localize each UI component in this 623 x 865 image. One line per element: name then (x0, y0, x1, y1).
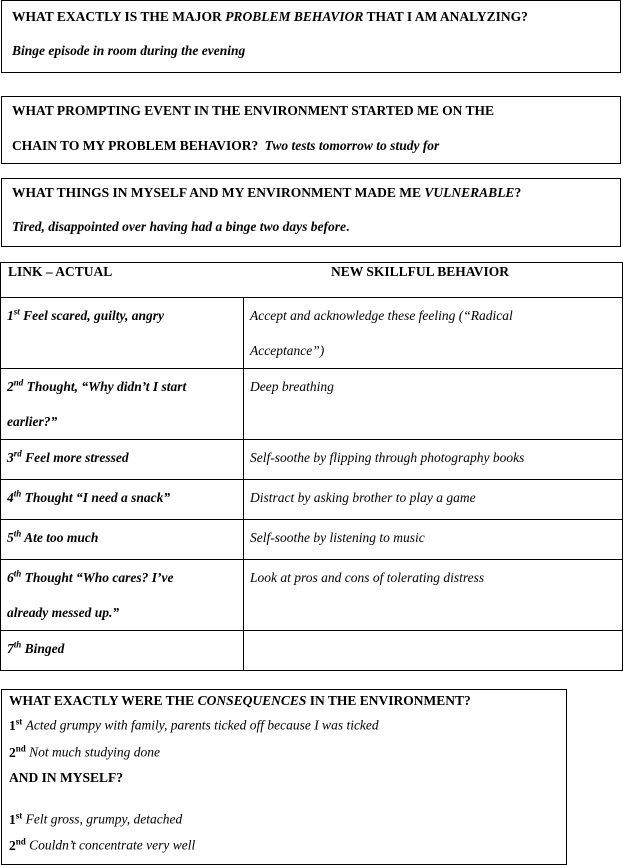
table-row (1, 369, 623, 440)
ordinal-suffix: st (15, 716, 23, 726)
link-cell (1, 480, 244, 520)
header-new-skillful-behavior: NEW SKILLFUL BEHAVIOR (331, 264, 510, 279)
table-row (1, 298, 623, 369)
link-cell (1, 440, 244, 480)
link-number: 1 (7, 308, 14, 323)
question-emphasis: CONSEQUENCES (197, 693, 307, 708)
vulnerability-answer-text: Tired, disappointed over having had a binge two days before (12, 219, 346, 234)
header-link-actual: LINK – ACTUAL (8, 264, 113, 279)
consequence-text: Felt gross, grumpy, detached (25, 811, 183, 827)
ordinal-number: 1 (9, 717, 16, 733)
consequences-question (9, 693, 471, 709)
question-suffix: ? (514, 185, 522, 200)
link-text: Thought “I need a snack” (24, 490, 171, 505)
question-emphasis: PROBLEM BEHAVIOR (225, 9, 364, 24)
question-line2-text: CHAIN TO MY PROBLEM BEHAVIOR? (12, 138, 259, 153)
prompting-event-question-line2 (12, 138, 439, 154)
skill-text: Self-soothe by listening to music (250, 530, 425, 545)
table-row (1, 480, 623, 520)
skill-text: Look at pros and cons of tolerating distress (250, 570, 485, 585)
table-header-cell (1, 263, 623, 298)
link-text: Feel scared, guilty, angry (23, 308, 165, 323)
link-number: 5 (7, 530, 14, 545)
ordinal-suffix: nd (15, 836, 26, 846)
link-cell (1, 631, 244, 671)
question-prefix: WHAT EXACTLY IS THE MAJOR (12, 9, 226, 24)
env-consequence-2 (9, 743, 160, 761)
link-ordinal: th (13, 488, 22, 499)
self-consequences-heading: AND IN MYSELF? (9, 770, 124, 785)
table-row (1, 560, 623, 631)
problem-behavior-answer: Binge episode in room during the evening (12, 43, 246, 58)
link-number: 7 (7, 641, 14, 656)
question-suffix: IN THE ENVIRONMENT? (306, 693, 471, 708)
link-text-cont: earlier?” (7, 414, 58, 429)
skill-cell (244, 520, 623, 560)
link-cell (1, 369, 244, 440)
link-number: 3 (7, 450, 14, 465)
ordinal-number: 1 (9, 811, 16, 827)
link-ordinal: st (13, 306, 20, 317)
link-cell (1, 560, 244, 631)
link-cell (1, 298, 244, 369)
prompting-event-box (1, 96, 621, 164)
link-ordinal: th (13, 568, 22, 579)
ordinal-suffix: nd (15, 743, 26, 753)
skill-text: Distract by asking brother to play a game (250, 490, 476, 505)
consequence-text: Couldn’t concentrate very well (29, 837, 196, 853)
link-text: Thought, “Why didn’t I start (26, 379, 187, 394)
skill-cell (244, 560, 623, 631)
link-number: 6 (7, 570, 14, 585)
table-row (1, 440, 623, 480)
consequence-text: Acted grumpy with family, parents ticked off because I was ticked (25, 717, 379, 733)
self-consequence-2 (9, 836, 195, 854)
self-consequence-1 (9, 810, 182, 828)
consequences-box (1, 689, 567, 865)
question-suffix: THAT I AM ANALYZING? (363, 9, 528, 24)
ordinal-suffix: st (15, 810, 23, 820)
link-text: Ate too much (24, 530, 99, 545)
prompting-event-answer: Two tests tomorrow to study for (264, 138, 440, 153)
link-ordinal: th (13, 639, 22, 650)
link-text-cont: already messed up.” (7, 605, 120, 620)
consequence-text: Not much studying done (29, 744, 161, 760)
skill-text: Self-soothe by flipping through photography books (250, 450, 525, 465)
skill-cell (244, 369, 623, 440)
skill-text-cont: Acceptance”) (250, 343, 325, 358)
table-header-row (1, 263, 623, 298)
env-consequence-1 (9, 716, 379, 734)
prompting-event-question-line1: WHAT PROMPTING EVENT IN THE ENVIRONMENT STARTED ME ON THE (12, 103, 494, 118)
problem-behavior-box (1, 0, 621, 73)
link-text: Binged (24, 641, 65, 656)
ordinal-number: 2 (9, 837, 16, 853)
chain-analysis-table (0, 262, 623, 671)
table-row (1, 631, 623, 671)
table-row (1, 520, 623, 560)
link-ordinal: th (13, 528, 22, 539)
vulnerability-answer-end: . (346, 219, 350, 234)
vulnerability-box (1, 178, 621, 247)
skill-text: Deep breathing (250, 379, 334, 394)
link-text: Thought “Who cares? I’ve (24, 570, 174, 585)
skill-cell (244, 480, 623, 520)
link-number: 4 (7, 490, 14, 505)
link-text: Feel more stressed (25, 450, 129, 465)
link-number: 2 (7, 379, 14, 394)
question-emphasis: VULNERABLE (424, 185, 515, 200)
link-cell (1, 520, 244, 560)
skill-text: Accept and acknowledge these feeling (“Radical (250, 308, 513, 323)
question-prefix: WHAT THINGS IN MYSELF AND MY ENVIRONMENT MADE ME (12, 185, 425, 200)
link-ordinal: nd (13, 377, 24, 388)
link-ordinal: rd (13, 448, 22, 459)
vulnerability-question (12, 185, 521, 201)
skill-cell (244, 440, 623, 480)
ordinal-number: 2 (9, 744, 16, 760)
vulnerability-answer (12, 219, 349, 235)
skill-cell (244, 298, 623, 369)
skill-cell (244, 631, 623, 671)
question-prefix: WHAT EXACTLY WERE THE (9, 693, 198, 708)
problem-behavior-question (12, 9, 528, 25)
